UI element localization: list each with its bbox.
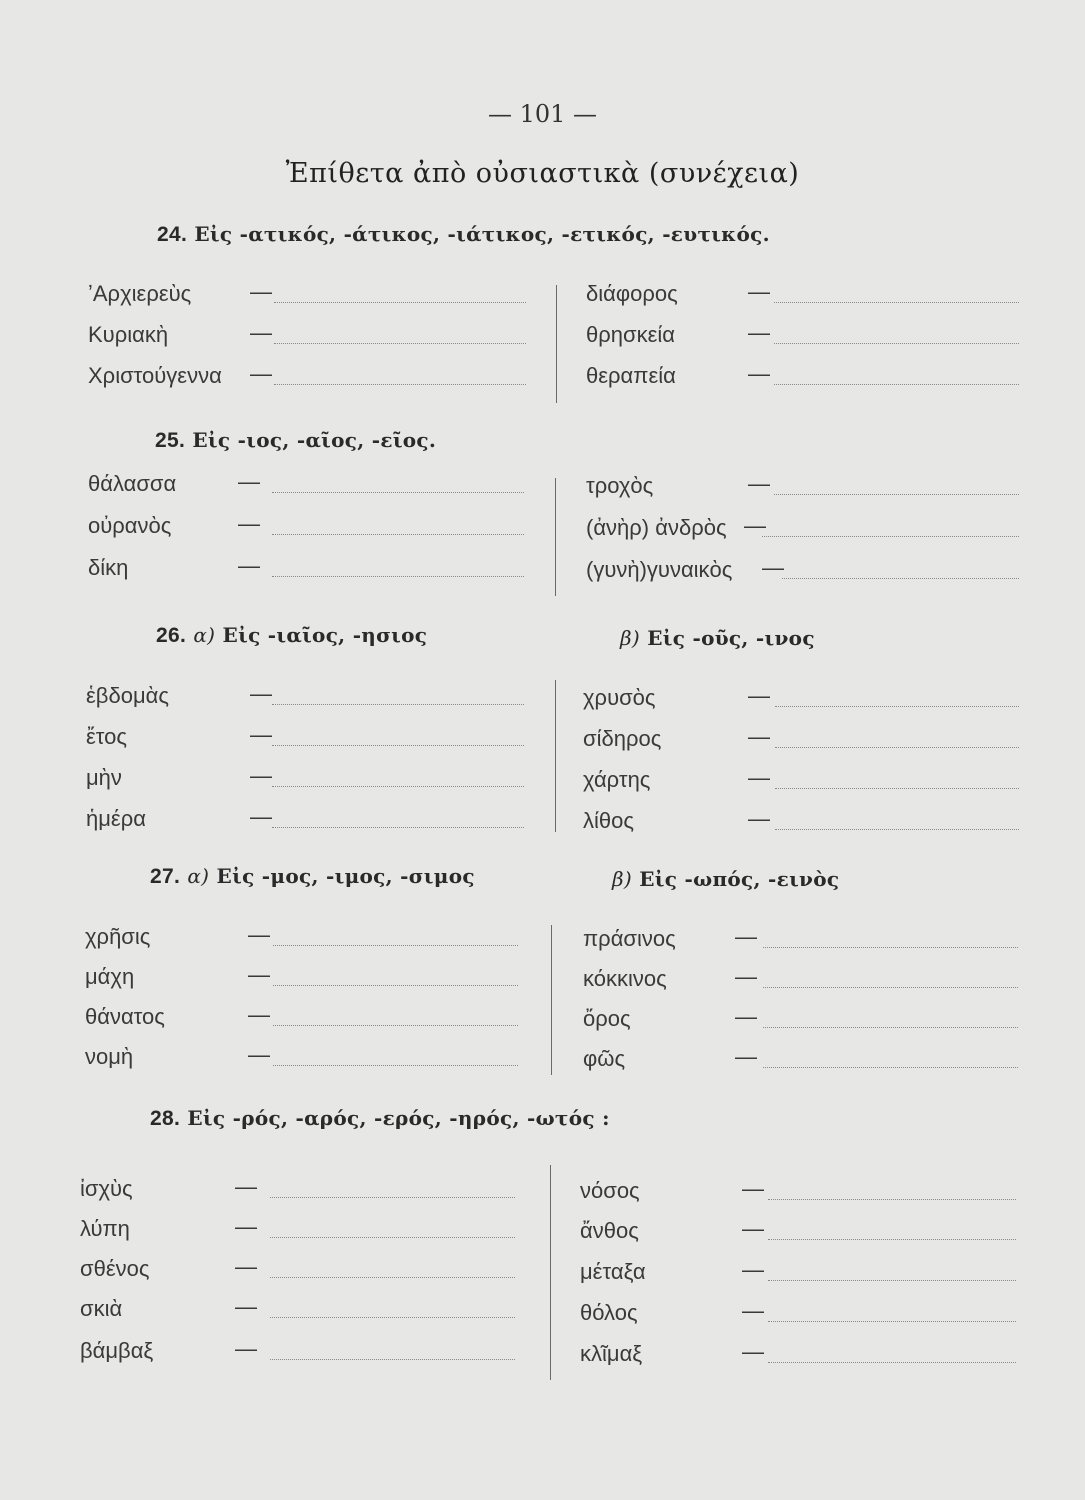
section-26b-heading <box>620 626 815 650</box>
answer-blank[interactable] <box>270 1317 515 1318</box>
section-28-heading <box>150 1106 610 1131</box>
dash: — <box>748 765 770 790</box>
dash: — <box>742 1339 764 1364</box>
dash: — <box>235 1214 257 1239</box>
answer-blank[interactable] <box>272 786 524 787</box>
noun-word: λύπη <box>80 1216 130 1241</box>
exercise-row <box>80 1170 525 1202</box>
exercise-row <box>586 275 1021 307</box>
answer-blank[interactable] <box>272 534 524 535</box>
answer-blank[interactable] <box>763 1027 1018 1028</box>
section-number: 25. <box>155 429 186 452</box>
exercise-row <box>85 998 525 1030</box>
section-number: 26. <box>156 624 187 647</box>
page-title: Ἐπίθετα ἀπὸ οὐσιαστικὰ (συνέχεια) <box>285 158 800 189</box>
dash: — <box>235 1294 257 1319</box>
column-divider <box>550 1165 551 1380</box>
exercise-row <box>88 357 528 389</box>
dash: — <box>748 320 770 345</box>
noun-word: σθένος <box>80 1256 150 1281</box>
answer-blank[interactable] <box>775 747 1019 748</box>
noun-word: χρυσὸς <box>583 685 656 710</box>
answer-blank[interactable] <box>775 829 1019 830</box>
noun-word: νομὴ <box>85 1044 134 1069</box>
dash: — <box>235 1336 257 1361</box>
exercise-row <box>583 960 1021 992</box>
section-27b-heading <box>612 867 839 891</box>
noun-word: Κυριακὴ <box>88 322 169 347</box>
answer-blank[interactable] <box>768 1199 1016 1200</box>
noun-word: φῶς <box>583 1046 626 1071</box>
section-rule: Εἰς -ρός, -αρός, -ερός, -ηρός, -ωτός : <box>187 1106 610 1130</box>
noun-word: θάλασσα <box>88 471 177 496</box>
subsection-letter: α) <box>193 623 216 647</box>
answer-blank[interactable] <box>774 384 1019 385</box>
noun-word: σίδηρος <box>583 726 662 751</box>
noun-word: (ἀνὴρ) ἀνδρὸς <box>586 515 727 540</box>
noun-word: δίκη <box>88 555 129 580</box>
noun-word: κόκκινος <box>583 966 667 991</box>
exercise-row <box>583 1040 1021 1072</box>
exercise-row <box>88 507 528 539</box>
subsection-letter: α) <box>187 864 210 888</box>
exercise-row <box>583 720 1021 752</box>
noun-word: κλῖμαξ <box>580 1341 643 1366</box>
dash: — <box>742 1176 764 1201</box>
noun-word: μέταξα <box>580 1259 646 1284</box>
noun-word: πράσινος <box>583 926 676 951</box>
section-rule: Εἰς -μος, -ιμος, -σιμος <box>216 864 475 888</box>
noun-word: τροχὸς <box>586 473 654 498</box>
exercise-row <box>80 1250 525 1282</box>
answer-blank[interactable] <box>273 945 518 946</box>
dash: — <box>250 279 272 304</box>
answer-blank[interactable] <box>273 1065 518 1066</box>
exercise-row <box>586 551 1021 583</box>
dash: — <box>248 962 270 987</box>
exercise-row <box>86 800 526 832</box>
exercise-row <box>583 761 1021 793</box>
dash: — <box>248 1002 270 1027</box>
section-rule: Εἰς -ιος, -αῖος, -εῖος. <box>192 428 437 452</box>
answer-blank[interactable] <box>274 343 526 344</box>
exercise-row <box>85 958 525 990</box>
exercise-row <box>86 718 526 750</box>
dash: — <box>748 279 770 304</box>
exercise-row <box>80 1210 525 1242</box>
dash: — <box>748 806 770 831</box>
answer-blank[interactable] <box>273 1025 518 1026</box>
exercise-row <box>85 1038 525 1070</box>
dash: — <box>735 964 757 989</box>
dash: — <box>748 471 770 496</box>
noun-word: χρῆσις <box>85 924 151 949</box>
noun-word: ἡμέρα <box>86 806 146 831</box>
exercise-row <box>583 802 1021 834</box>
answer-blank[interactable] <box>270 1197 515 1198</box>
answer-blank[interactable] <box>274 384 526 385</box>
dash: — <box>250 361 272 386</box>
section-number: 24. <box>157 223 188 246</box>
exercise-row <box>80 1290 525 1322</box>
dash: — <box>744 513 766 538</box>
noun-word: ἄνθος <box>580 1218 639 1243</box>
exercise-row <box>586 316 1021 348</box>
answer-blank[interactable] <box>768 1362 1016 1363</box>
answer-blank[interactable] <box>763 1067 1018 1068</box>
column-divider <box>555 478 556 596</box>
answer-blank[interactable] <box>782 578 1019 579</box>
subsection-letter: β) <box>612 867 632 891</box>
answer-blank[interactable] <box>270 1359 515 1360</box>
dash: — <box>250 722 272 747</box>
exercise-row <box>88 275 528 307</box>
dash: — <box>748 724 770 749</box>
answer-blank[interactable] <box>774 494 1019 495</box>
exercise-row <box>80 1332 525 1364</box>
exercise-row <box>586 357 1021 389</box>
dash: — <box>742 1257 764 1282</box>
section-24-heading <box>157 222 770 247</box>
answer-blank[interactable] <box>273 985 518 986</box>
dash: — <box>238 511 260 536</box>
noun-word: βάμβαξ <box>80 1338 154 1363</box>
answer-blank[interactable] <box>775 706 1019 707</box>
answer-blank[interactable] <box>774 343 1019 344</box>
dash: — <box>735 1004 757 1029</box>
dash: — <box>238 469 260 494</box>
answer-blank[interactable] <box>774 302 1019 303</box>
section-25-heading <box>155 428 436 453</box>
dash: — <box>250 320 272 345</box>
noun-word: θάνατος <box>85 1004 165 1029</box>
answer-blank[interactable] <box>763 987 1018 988</box>
dash: — <box>250 763 272 788</box>
section-26-heading <box>156 623 427 648</box>
exercise-row <box>583 920 1021 952</box>
answer-blank[interactable] <box>272 745 524 746</box>
noun-word: οὐρανὸς <box>88 513 172 538</box>
answer-blank[interactable] <box>768 1239 1016 1240</box>
dash: — <box>235 1174 257 1199</box>
dash: — <box>748 361 770 386</box>
dash: — <box>742 1298 764 1323</box>
answer-blank[interactable] <box>768 1321 1016 1322</box>
section-rule: Εἰς -ιαῖος, -ησιος <box>222 623 428 647</box>
exercise-row <box>583 679 1021 711</box>
noun-word: διάφορος <box>586 281 678 306</box>
exercise-row <box>580 1335 1021 1367</box>
answer-blank[interactable] <box>272 704 524 705</box>
dash: — <box>248 1042 270 1067</box>
exercise-row <box>85 918 525 950</box>
dash: — <box>248 922 270 947</box>
dash: — <box>735 924 757 949</box>
noun-word: λίθος <box>583 808 634 833</box>
noun-word: θρησκεία <box>586 322 675 347</box>
dash: — <box>742 1216 764 1241</box>
noun-word: νόσος <box>580 1178 640 1203</box>
exercise-row <box>86 759 526 791</box>
dash: — <box>238 553 260 578</box>
answer-blank[interactable] <box>272 576 524 577</box>
answer-blank[interactable] <box>272 492 524 493</box>
noun-word: θόλος <box>580 1300 638 1325</box>
noun-word: μάχη <box>85 964 135 989</box>
section-number: 27. <box>150 865 181 888</box>
noun-word: ἰσχὺς <box>80 1176 133 1201</box>
answer-blank[interactable] <box>763 947 1018 948</box>
exercise-row <box>580 1294 1021 1326</box>
column-divider <box>551 925 552 1075</box>
answer-blank[interactable] <box>274 302 526 303</box>
section-rule: Εἰς -ατικός, -άτικος, -ιάτικος, -ετικός, -ευτικός. <box>194 222 770 246</box>
subsection-letter: β) <box>620 626 640 650</box>
noun-word: ʼΑρχιερεὺς <box>88 281 192 306</box>
column-divider <box>556 285 557 403</box>
exercise-row <box>580 1253 1021 1285</box>
answer-blank[interactable] <box>270 1237 515 1238</box>
noun-word: ἔτος <box>86 724 128 749</box>
noun-word: μὴν <box>86 765 122 790</box>
section-27-heading <box>150 864 475 889</box>
section-rule: Εἰς -οῦς, -ινος <box>647 626 815 650</box>
dash: — <box>735 1044 757 1069</box>
answer-blank[interactable] <box>768 1280 1016 1281</box>
answer-blank[interactable] <box>775 788 1019 789</box>
noun-word: θεραπεία <box>586 363 676 388</box>
exercise-row <box>583 1000 1021 1032</box>
noun-word: χάρτης <box>583 767 651 792</box>
page-number: — 101 — <box>487 100 598 128</box>
answer-blank[interactable] <box>270 1277 515 1278</box>
exercise-row <box>88 549 528 581</box>
dash: — <box>250 804 272 829</box>
exercise-row <box>580 1212 1021 1244</box>
exercise-row <box>88 465 528 497</box>
answer-blank[interactable] <box>762 536 1019 537</box>
exercise-row <box>586 509 1021 541</box>
exercise-row <box>580 1172 1021 1204</box>
answer-blank[interactable] <box>272 827 524 828</box>
exercise-row <box>88 316 528 348</box>
noun-word: (γυνὴ)γυναικὸς <box>586 557 733 582</box>
exercise-row <box>86 677 526 709</box>
section-number: 28. <box>150 1107 181 1130</box>
exercise-row <box>586 467 1021 499</box>
dash: — <box>235 1254 257 1279</box>
noun-word: ἑβδομὰς <box>86 683 169 708</box>
noun-word: Χριστούγεννα <box>88 363 222 388</box>
dash: — <box>748 683 770 708</box>
noun-word: σκιὰ <box>80 1296 123 1321</box>
column-divider <box>555 680 556 832</box>
dash: — <box>250 681 272 706</box>
noun-word: ὄρος <box>583 1006 631 1031</box>
dash: — <box>762 555 784 580</box>
section-rule: Εἰς -ωπός, -εινὸς <box>639 867 840 891</box>
